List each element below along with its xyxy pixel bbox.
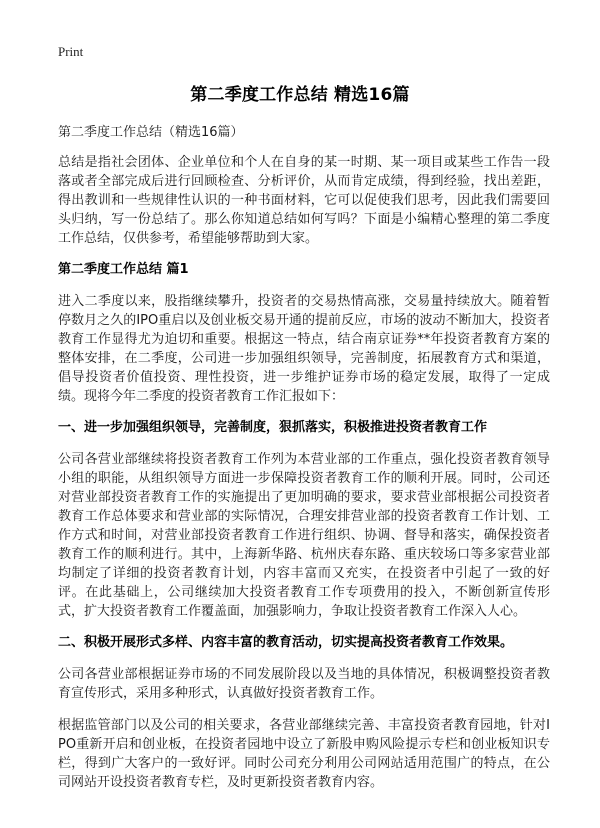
document-subtitle: 第二季度工作总结（精选16篇） xyxy=(58,125,244,140)
subsection-heading-2: 二、积极开展形式多样、内容丰富的教育活动，切实提高投资者教育工作效果。 xyxy=(58,635,514,650)
document-body xyxy=(58,124,550,805)
subsection-1-paragraph: 公司各营业部继续将投资者教育工作列为本营业部的工作重点，强化投资者教育领导小组的职能，从组织领导方面进一步保障投资者教育工作的顺利开展。同时，公司还对营业部投资者教育工作的实施提出了更加明确的要求，要求营业部根据公司投资者教育工作总体要求和营业部的实际情况，合理安排营业部的投资者教育工作计划、工作方式和时间，对营业部投资者教育工作进行组织、协调、督导和落实，确保投资者教育工作的顺利进行。其中，上海新华路、杭州庆春东路、重庆较场口等多家营业部均制定了详细的投资者教育计划，内容丰富而又充实，在投资者中引起了一致的好评。在此基础上，公司继续加大投资者教育工作专项费用的投入，不断创新宣传形式，扩大投资者教育工作覆盖面，加强影响力，争取让投资者教育工作深入人心。 xyxy=(58,452,550,619)
subsection-2-paragraph-1: 公司各营业部根据证券市场的不同发展阶段以及当地的具体情况，积极调整投资者教育宣传形式，采用多种形式，认真做好投资者教育工作。 xyxy=(58,667,550,701)
document-title: 第二季度工作总结 精选16篇 xyxy=(190,85,410,105)
subsection-2-paragraph-2: 根据监管部门以及公司的相关要求，各营业部继续完善、丰富投资者教育园地，针对IPO重新开启和创业板，在投资者园地中设立了新股申购风险提示专栏和创业板知识专栏，得到广大客户的一致好评。同时公司充分利用公司网站适用范围广的特点，在公司网站开设投资者教育专栏，及时更新投资者教育内容。 xyxy=(58,718,550,790)
intro-paragraph: 总结是指社会团体、企业单位和个人在自身的某一时期、某一项目或某些工作告一段落或者全部完成后进行回顾检查、分析评价，从而肯定成绩，得到经验，找出差距，得出教训和一些规律性认识的一种书面材料，它可以促使我们思考，因此我们需要回头归纳，写一份总结了。那么你知道总结如何写吗？下面是小编精心整理的第二季度工作总结，仅供参考，希望能够帮助到大家。 xyxy=(58,155,550,246)
section-heading: 第二季度工作总结 篇1 xyxy=(58,262,189,277)
print-link[interactable]: Print xyxy=(58,44,84,59)
section-intro-paragraph: 进入二季度以来，股指继续攀升，投资者的交易热情高涨，交易量持续放大。随着暂停数月之久的IPO重启以及创业板交易开通的提前反应，市场的波动不断加大，投资者教育工作显得尤为迫切和重要。根据这一特点，结合南京证券**年投资者教育方案的整体安排，在二季度，公司进一步加强组织领导，完善制度，拓展教育方式和渠道，倡导投资者价值投资、理性投资，进一步维护证券市场的稳定发展，取得了一定成绩。现将今年二季度的投资者教育工作汇报如下： xyxy=(58,294,550,404)
subsection-heading-1: 一、进一步加强组织领导，完善制度，狠抓落实，积极推进投资者教育工作 xyxy=(58,420,488,435)
